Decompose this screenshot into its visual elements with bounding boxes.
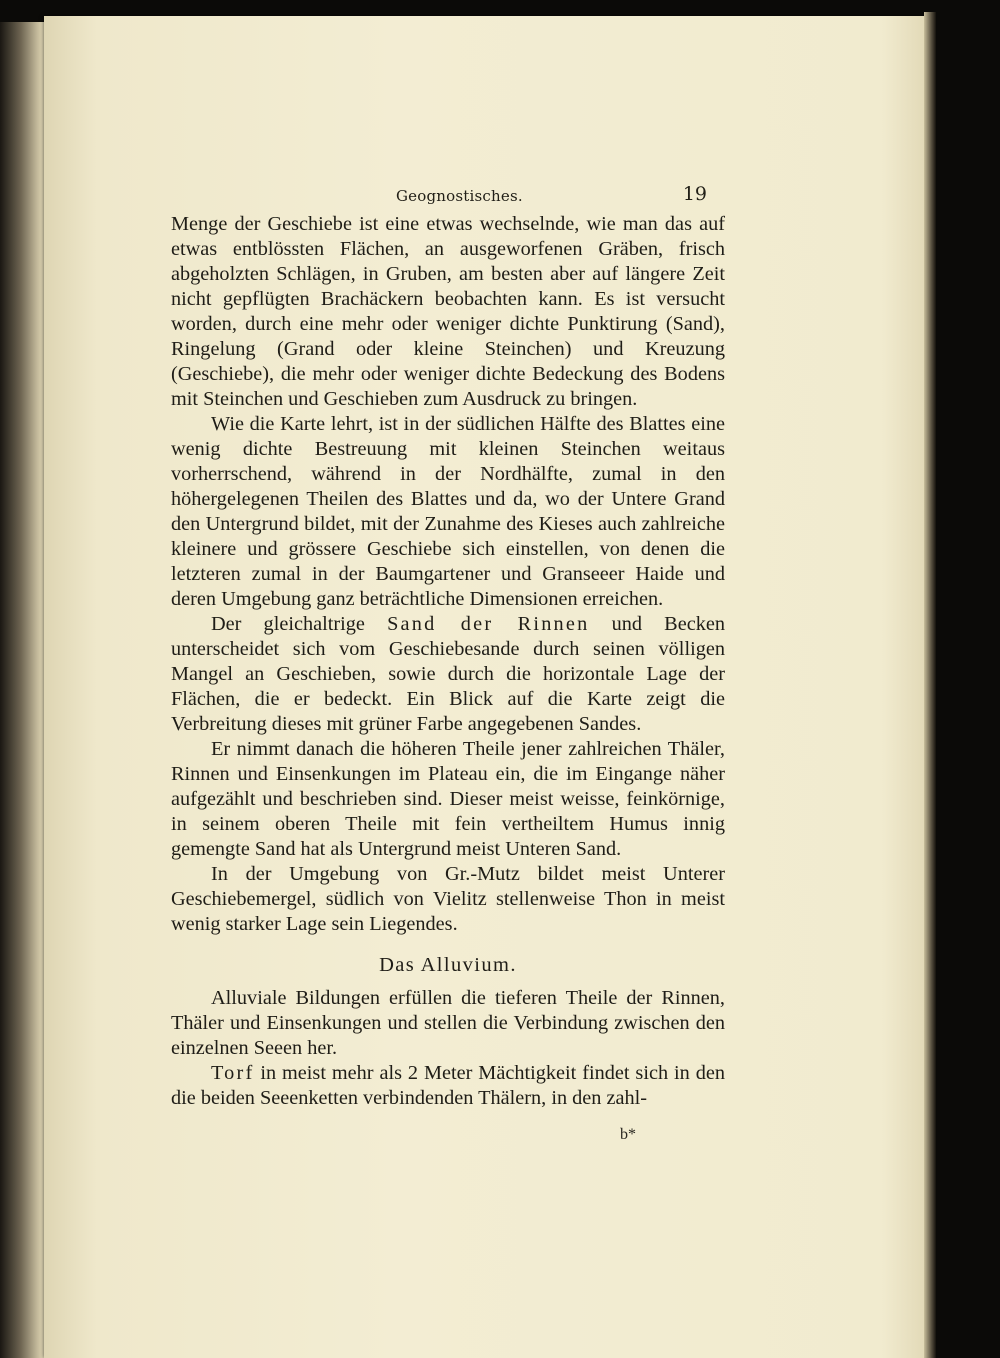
paragraph: In der Umgebung von Gr.-Mutz bildet meist Unterer Geschiebemergel, südlich von Vielitz stellenweise Thon in meist wenig starker Lage sein Liegendes. bbox=[171, 863, 725, 935]
page-edge-shadow bbox=[924, 12, 936, 1358]
paragraph: Wie die Karte lehrt, ist in der südlichen Hälfte des Blattes eine wenig dichte Bestreuung mit kleinen Steinchen weitaus vorherrschend, während in der Nordhälfte, zumal in den höhergelegenen Theilen des Blattes und da, wo der Untere Grand den Untergrund bildet, mit der Zunahme des Kieses auch zahlreiche kleinere und grössere Geschiebe sich einstellen, von denen die letzteren zumal in der Baumgartener und Granseeer Haide und deren Umgebung ganz beträchtliche Dimensionen erreichen. bbox=[171, 413, 725, 610]
body-text bbox=[171, 212, 725, 1111]
running-header bbox=[171, 180, 725, 210]
paragraph bbox=[171, 612, 725, 737]
paragraph-text: Der gleichaltrige bbox=[211, 613, 388, 635]
spaced-term: Sand der Rinnen bbox=[387, 613, 590, 635]
signature-mark: b* bbox=[620, 1126, 636, 1143]
spaced-term: Torf bbox=[211, 1062, 255, 1084]
section-heading: Das Alluvium. bbox=[379, 954, 517, 976]
paragraph-text: und Becken unterscheidet sich vom Geschiebesande durch seinen völligen Mangel an Geschieben, sowie durch die horizontale Lage der Flächen, die er bedeckt. Ein Blick auf die Karte zeigt die Verbreitung dieses mit grüner Farbe angegebenen Sandes. bbox=[171, 613, 725, 735]
running-title: Geognostisches. bbox=[396, 187, 523, 205]
paragraph-text: in meist mehr als 2 Meter Mächtigkeit findet sich in den die beiden Seeenketten verbindenden Thälern, in den zahl- bbox=[171, 1062, 725, 1109]
page-number: 19 bbox=[682, 183, 707, 205]
paragraph: Menge der Geschiebe ist eine etwas wechselnde, wie man das auf etwas entblössten Flächen, an ausgeworfenen Gräben, frisch abgeholzten Schlägen, in Gruben, am besten aber auf längere Zeit nicht gepflügten Brachäckern beobachten kann. Es ist versucht worden, durch eine mehr oder weniger dichte Punktirung (Sand), Ringelung (Grand oder kleine Steinchen) und Kreuzung (Geschiebe), die mehr oder weniger dichte Bedeckung des Bodens mit Steinchen und Geschieben zum Ausdruck zu bringen. bbox=[171, 213, 725, 410]
paragraph: Er nimmt danach die höheren Theile jener zahlreichen Thäler, Rinnen und Einsenkungen im Plateau ein, die im Eingange näher aufgezählt und beschrieben sind. Dieser meist weisse, feinkörnige, in seinem oberen Theile mit fein vertheiltem Humus innig gemengte Sand hat als Untergrund meist Unteren Sand. bbox=[171, 738, 725, 860]
paragraph: Alluviale Bildungen erfüllen die tieferen Theile der Rinnen, Thäler und Einsenkungen und stellen die Verbindung zwischen den einzelnen Seeen her. bbox=[171, 987, 725, 1059]
paragraph bbox=[171, 1061, 725, 1111]
